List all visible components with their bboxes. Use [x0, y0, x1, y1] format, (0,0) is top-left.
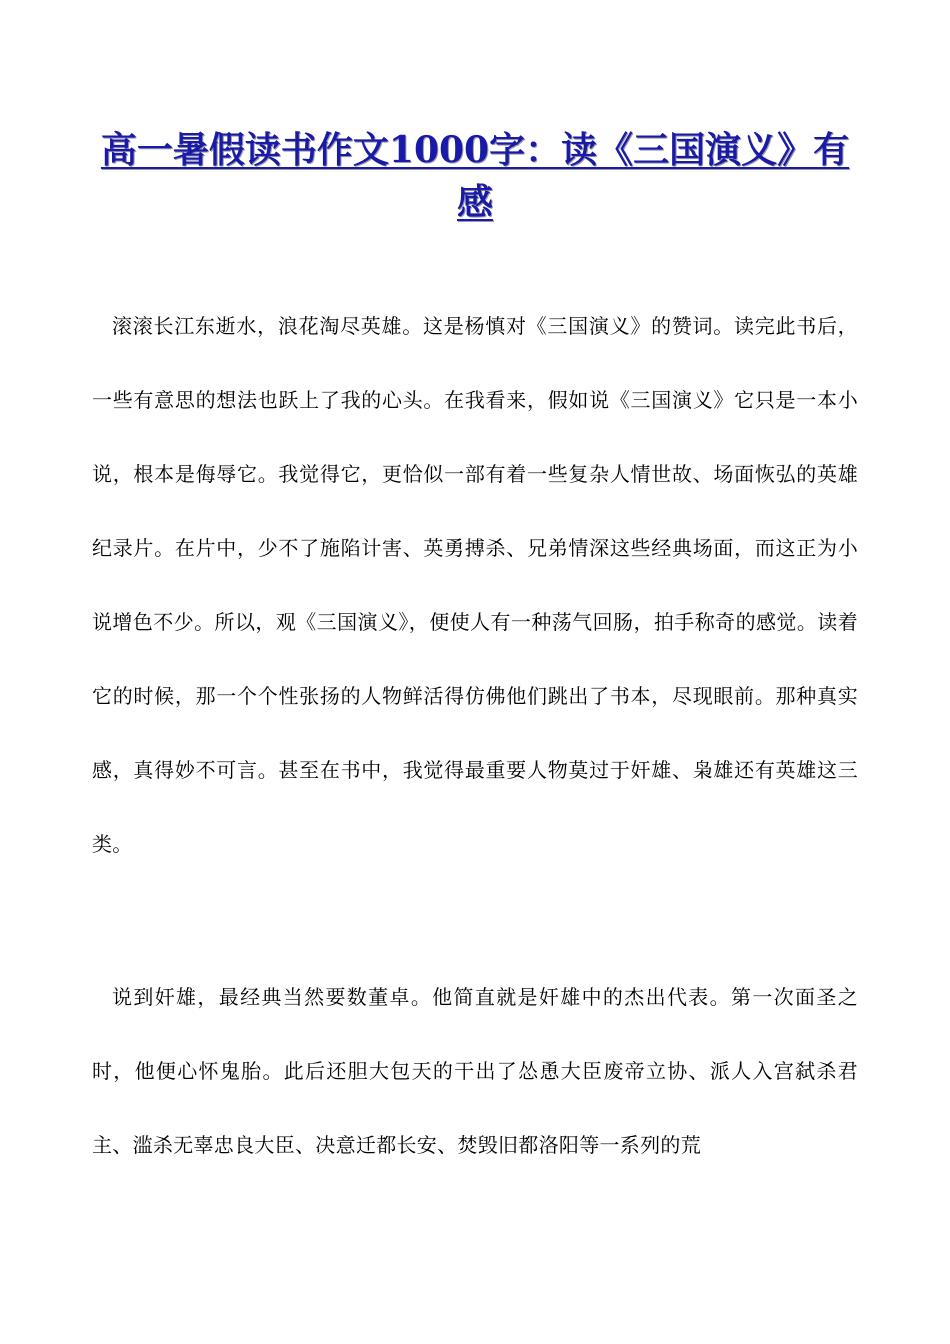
paragraph-1: 滚滚长江东逝水，浪花淘尽英雄。这是杨慎对《三国演义》的赞词。读完此书后，一些有意思的想法也跃上了我的心头。在我看来，假如说《三国演义》它只是一本小说，根本是侮辱它。我觉得它，更恰似一部有着一些复杂人情世故、场面恢弘的英雄纪录片。在片中，少不了施陷计害、英勇搏杀、兄弟情深这些经典场面，而这正为小说增色不少。所以，观《三国演义》，便使人有一种荡气回肠，拍手称奇的感觉。读着它的时候，那一个个性张扬的人物鲜活得仿佛他们跳出了书本，尽现眼前。那种真实感，真得妙不可言。甚至在书中，我觉得最重要人物莫过于奸雄、枭雄还有英雄这三类。 — [92, 314, 858, 856]
paragraph-2: 说到奸雄，最经典当然要数董卓。他简直就是奸雄中的杰出代表。第一次面圣之时，他便心怀鬼胎。此后还胆大包天的干出了怂恿大臣废帝立协、派人入宫弑杀君主、滥杀无辜忠良大臣、决意迁都长安、焚毁旧都洛阳等一系列的荒 — [92, 985, 858, 1157]
document-title[interactable]: 高一暑假读书作文1000字：读《三国演义》有感 — [100, 129, 850, 223]
